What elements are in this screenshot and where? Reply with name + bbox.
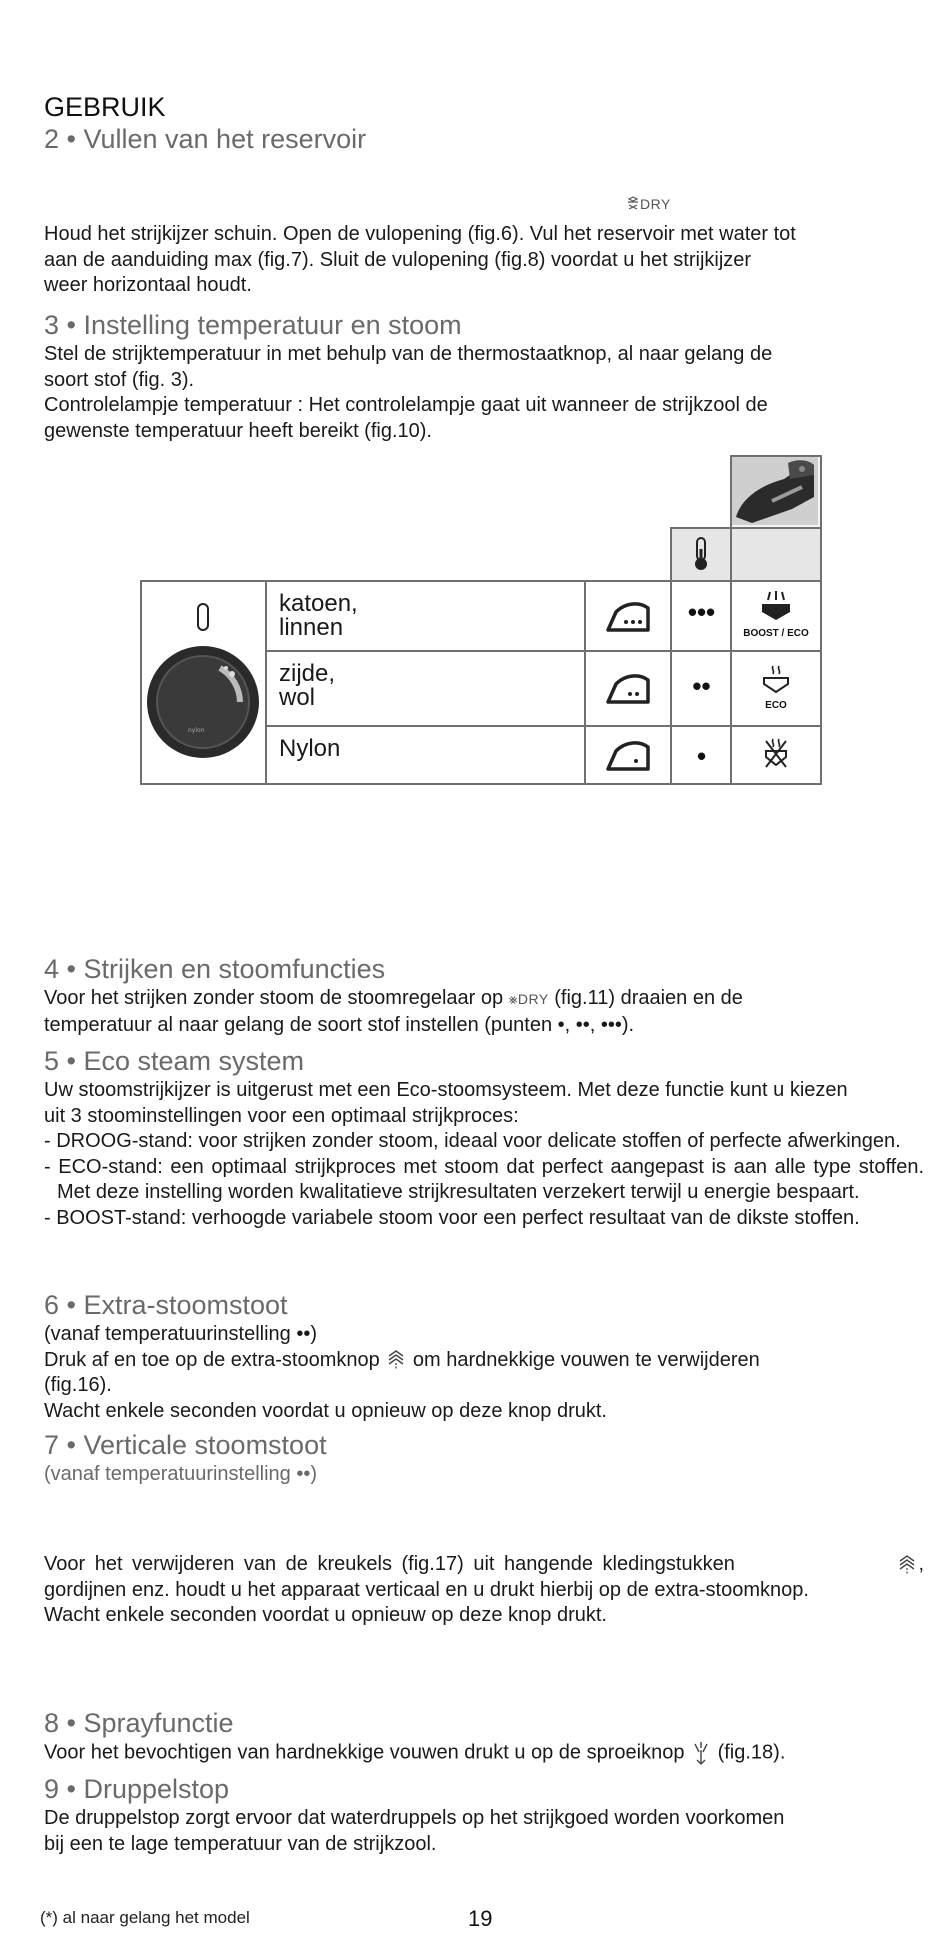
text-line: Uw stoomstrijkijzer is uitgerust met een Eco-stoomsysteem. Met deze functie kunt u kiezen xyxy=(44,1079,848,1101)
section-7-subtitle xyxy=(44,1462,924,1488)
iron-1-dot-icon xyxy=(586,727,670,783)
text-fragment: (fig.11) draaien en de xyxy=(554,987,743,1009)
section-9-title: 9 • Druppelstop xyxy=(44,1774,230,1804)
fabric-cell xyxy=(265,580,586,652)
steam-setting-cell xyxy=(730,650,822,727)
steam-setting-cell xyxy=(730,580,822,652)
fabric-label: zijde, xyxy=(279,660,336,687)
dots-cell xyxy=(670,650,733,727)
text-line: gewenste temperatuur heeft bereikt (fig.10). xyxy=(44,419,432,442)
text-line: (vanaf temperatuurinstelling ••) xyxy=(44,1323,318,1345)
iron-icon-cell xyxy=(584,725,672,785)
text-line: weer horizontaal houdt. xyxy=(44,274,252,296)
svg-text:nylon: nylon xyxy=(188,727,205,734)
text-line: bij een te lage temperatuur van de strijkzool. xyxy=(44,1832,437,1855)
text-line: gordijnen enz. houdt u het apparaat verticaal en u drukt hierbij op de extra-stoomknop. xyxy=(44,1578,809,1601)
text-line: Wacht enkele seconden voordat u opnieuw op deze knop drukt. xyxy=(44,1604,607,1626)
thermostat-dial-icon xyxy=(142,582,264,782)
list-item: - DROOG-stand: voor strijken zonder stoom, ideaal voor delicate stoffen of perfecte afwerkingen. xyxy=(44,1130,901,1152)
steam-setting-cell xyxy=(730,725,822,785)
text-line: (fig.16). xyxy=(44,1374,112,1396)
page-number: 19 xyxy=(468,1906,493,1931)
text-line: (vanaf temperatuurinstelling ••) xyxy=(44,1463,318,1485)
section-8-body xyxy=(44,1740,924,1766)
list-item: - BOOST-stand: verhoogde variabele stoom voor een perfect resultaat van de dikste stoffen. xyxy=(44,1206,860,1229)
text-fragment: Druk af en toe op de extra-stoomknop xyxy=(44,1348,380,1371)
section-5-body xyxy=(44,1078,924,1231)
iron-head-photo-cell xyxy=(730,455,822,529)
section-2-title: 2 • Vullen van het reservoir xyxy=(44,124,367,154)
fabric-cell xyxy=(265,725,586,785)
section-4-title: 4 • Strijken en stoomfuncties xyxy=(44,954,386,984)
section-7-title: 7 • Verticale stoomstoot xyxy=(44,1430,327,1460)
section-2-body xyxy=(44,222,924,299)
text-line: Stel de strijktemperatuur in met behulp van de thermostaatknop, al naar gelang de xyxy=(44,343,773,365)
fabric-label: wol xyxy=(279,684,316,711)
temperature-dots: ••• xyxy=(687,597,716,627)
text-fragment: Voor het strijken zonder stoom de stoomregelaar op xyxy=(44,987,504,1009)
temperature-dots: •• xyxy=(692,671,711,701)
dots-cell xyxy=(670,725,733,785)
text-line: Houd het strijkijzer schuin. Open de vulopening (fig.6). Vul het reservoir met water tot xyxy=(44,223,796,245)
dry-setting-inline-icon: ⨳DRY xyxy=(508,991,549,1007)
iron-icon-cell xyxy=(584,580,672,652)
text-line: uit 3 stoominstellingen voor een optimaal strijkproces: xyxy=(44,1104,519,1127)
eco-steam-icon xyxy=(732,660,820,704)
fabric-cell xyxy=(265,650,586,727)
text-line: temperatuur al naar gelang de soort stof instellen (punten •, ••, •••). xyxy=(44,1013,635,1036)
thermometer-icon xyxy=(672,529,730,579)
iron-icon-cell xyxy=(584,650,672,727)
spray-icon xyxy=(690,1740,712,1766)
temperature-header-cell xyxy=(670,527,733,582)
boost-steam-icon xyxy=(732,588,820,628)
no-steam-icon xyxy=(732,727,820,783)
text-fragment: , xyxy=(918,1553,924,1575)
steam-burst-icon xyxy=(896,1553,918,1577)
chapter-title: GEBRUIK xyxy=(44,92,166,122)
section-8-title: 8 • Sprayfunctie xyxy=(44,1708,234,1738)
fabric-label: Nylon xyxy=(279,735,341,762)
text-line: soort stof (fig. 3). xyxy=(44,368,195,391)
text-line: aan de aanduiding max (fig.7). Sluit de vulopening (fig.8) voordat u het strijkijzer xyxy=(44,248,752,271)
steam-mode-label: BOOST / ECO xyxy=(743,628,809,639)
text-fragment: (fig.18). xyxy=(717,1741,786,1764)
steam-burst-icon xyxy=(385,1348,407,1372)
dry-label: DRY xyxy=(640,196,671,212)
fabric-label: katoen, xyxy=(279,590,358,617)
section-6-title: 6 • Extra-stoomstoot xyxy=(44,1290,288,1320)
steam-header-cell xyxy=(730,527,822,582)
fabric-label: linnen xyxy=(279,614,344,641)
iron-3-dots-icon xyxy=(586,582,670,650)
dry-setting-icon xyxy=(626,196,671,214)
section-6-body xyxy=(44,1322,924,1424)
text-line: De druppelstop zorgt ervoor dat waterdruppels op het strijkgoed worden voorkomen xyxy=(44,1807,785,1829)
steam-mode-label: ECO xyxy=(765,700,787,711)
section-4-body xyxy=(44,986,924,1038)
section-5-title: 5 • Eco steam system xyxy=(44,1046,305,1076)
text-fragment: Voor het verwijderen van de kreukels (fig.17) uit hangende kledingstukken xyxy=(44,1553,735,1575)
list-item: - ECO-stand: een optimaal strijkproces met stoom dat perfect aangepast is aan alle type stoffen. Met deze instelling worden kwalitatieve strijkresultaten verzekert terwijl u energie bespaart. xyxy=(44,1155,924,1203)
section-7-body xyxy=(44,1552,924,1629)
section-3-body xyxy=(44,342,924,444)
dots-cell xyxy=(670,580,733,652)
footnote: (*) al naar gelang het model xyxy=(40,1908,250,1927)
text-line: Controlelampje temperatuur : Het controlelampje gaat uit wanneer de strijkzool de xyxy=(44,394,768,416)
thermostat-dial-cell xyxy=(140,580,267,785)
text-line: Wacht enkele seconden voordat u opnieuw op deze knop drukt. xyxy=(44,1399,607,1422)
section-9-body xyxy=(44,1806,924,1857)
text-fragment: Voor het bevochtigen van hardnekkige vouwen drukt u op de sproeiknop xyxy=(44,1741,685,1764)
iron-2-dots-icon xyxy=(586,652,670,724)
dry-label: DRY xyxy=(517,991,549,1007)
text-fragment: om hardnekkige vouwen te verwijderen xyxy=(412,1348,760,1371)
settings-table xyxy=(140,455,822,785)
section-3-title: 3 • Instelling temperatuur en stoom xyxy=(44,310,462,340)
temperature-dots: • xyxy=(696,741,707,771)
iron-head-icon xyxy=(732,457,818,525)
